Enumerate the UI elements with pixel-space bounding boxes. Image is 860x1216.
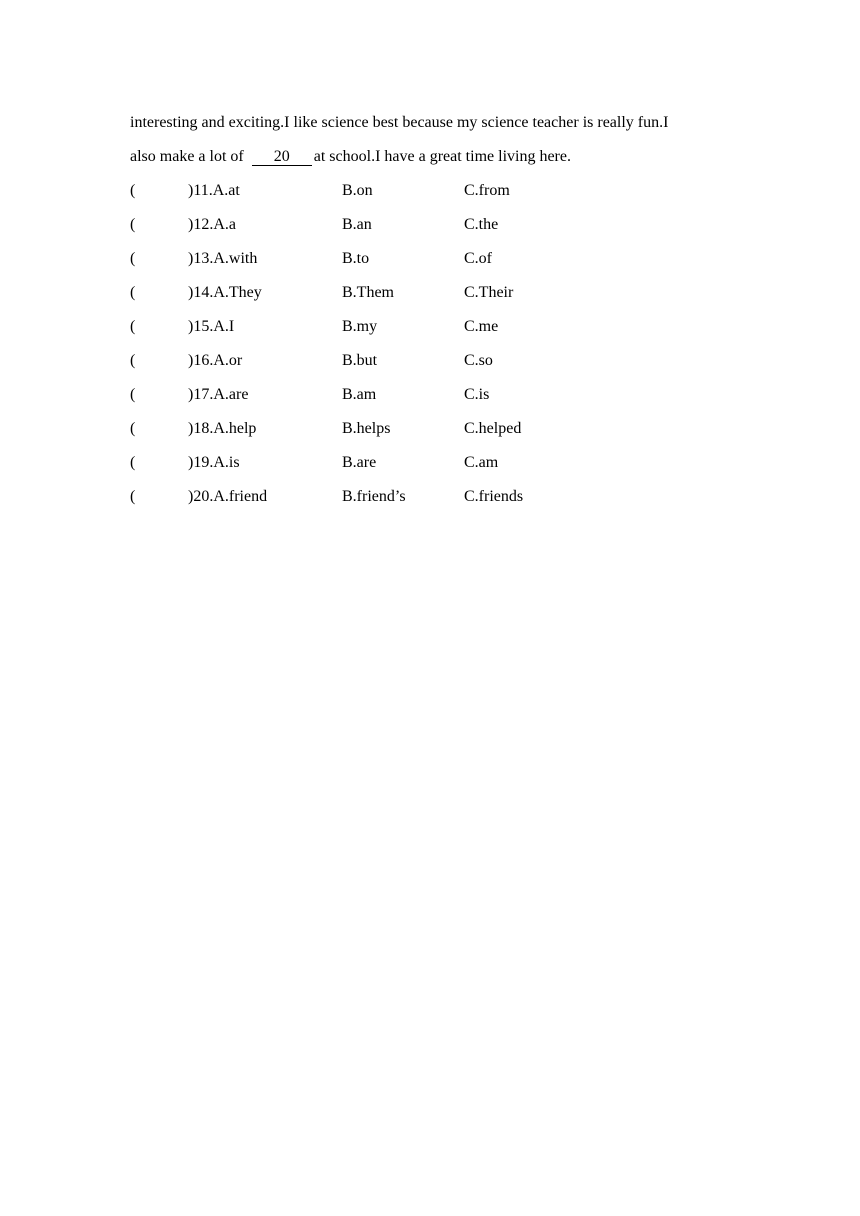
question-row-11: [130, 178, 730, 212]
answer-paren: (: [130, 386, 136, 403]
option-c: C.Their: [464, 284, 514, 301]
option-b: B.Them: [342, 284, 394, 301]
passage-line-2-after: at school.I have a great time living here.: [313, 148, 571, 165]
option-b: B.friend’s: [342, 488, 406, 505]
question-stem: )16.A.or: [188, 352, 243, 369]
question-row-17: [130, 382, 730, 416]
option-b: B.to: [342, 250, 370, 267]
question-stem: )13.A.with: [188, 250, 258, 267]
answer-paren: (: [130, 216, 136, 233]
question-stem: )11.A.at: [188, 182, 240, 199]
question-stem: )17.A.are: [188, 386, 249, 403]
answer-paren: (: [130, 352, 136, 369]
option-b: B.am: [342, 386, 377, 403]
question-stem: )20.A.friend: [188, 488, 268, 505]
answer-paren: (: [130, 182, 136, 199]
question-stem: )15.A.I: [188, 318, 235, 335]
option-c: C.me: [464, 318, 499, 335]
question-stem: )18.A.help: [188, 420, 257, 437]
option-b: B.helps: [342, 420, 391, 437]
blank-20: 20: [252, 148, 312, 166]
question-row-19: [130, 450, 730, 484]
question-row-16: [130, 348, 730, 382]
option-b: B.my: [342, 318, 378, 335]
answer-paren: (: [130, 284, 136, 301]
question-row-15: [130, 314, 730, 348]
answer-paren: (: [130, 318, 136, 335]
option-b: B.are: [342, 454, 377, 471]
question-stem: )14.A.They: [188, 284, 262, 301]
answer-paren: (: [130, 488, 136, 505]
option-b: B.an: [342, 216, 372, 233]
option-b: B.but: [342, 352, 378, 369]
question-row-13: [130, 246, 730, 280]
option-c: C.is: [464, 386, 490, 403]
question-row-12: [130, 212, 730, 246]
question-stem: )12.A.a: [188, 216, 236, 233]
option-c: C.friends: [464, 488, 524, 505]
passage-line-2-before: also make a lot of: [130, 148, 244, 165]
question-row-14: [130, 280, 730, 314]
answer-paren: (: [130, 420, 136, 437]
option-b: B.on: [342, 182, 373, 199]
answer-paren: (: [130, 454, 136, 471]
passage-line-2: [130, 144, 730, 178]
option-c: C.helped: [464, 420, 522, 437]
option-c: C.of: [464, 250, 492, 267]
document-page: [130, 110, 730, 518]
option-c: C.am: [464, 454, 499, 471]
question-stem: )19.A.is: [188, 454, 240, 471]
option-c: C.the: [464, 216, 499, 233]
question-row-20: [130, 484, 730, 518]
question-row-18: [130, 416, 730, 450]
answer-paren: (: [130, 250, 136, 267]
option-c: C.so: [464, 352, 493, 369]
option-c: C.from: [464, 182, 510, 199]
passage-line-1: interesting and exciting.I like science best because my science teacher is really fun.I: [130, 114, 669, 131]
